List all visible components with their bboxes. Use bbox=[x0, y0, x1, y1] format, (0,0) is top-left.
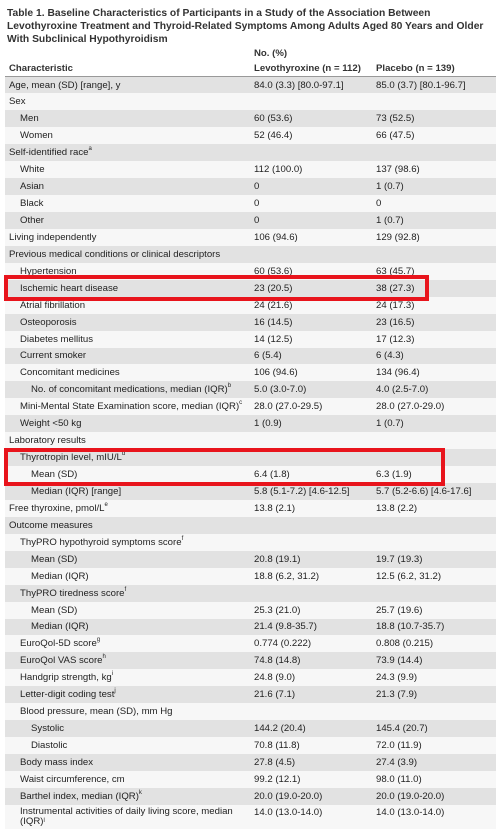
row-placebo-value: 24 (17.3) bbox=[376, 299, 415, 311]
footnote-marker: b bbox=[227, 383, 232, 390]
table-row bbox=[5, 703, 496, 720]
row-placebo-value: 0.808 (0.215) bbox=[376, 638, 434, 650]
table-row bbox=[5, 449, 496, 466]
table-row bbox=[5, 398, 496, 415]
row-levothyroxine-value: 14.0 (13.0-14.0) bbox=[254, 806, 323, 818]
row-placebo-value bbox=[372, 93, 496, 110]
table-row bbox=[5, 585, 496, 602]
footnote-marker: h bbox=[102, 654, 106, 661]
row-label: Mean (SD) bbox=[31, 469, 78, 481]
row-levothyroxine-value: 60 (53.6) bbox=[254, 113, 293, 125]
row-characteristic bbox=[5, 398, 250, 415]
row-characteristic bbox=[5, 619, 250, 636]
row-placebo-value: 12.5 (6.2, 31.2) bbox=[376, 570, 442, 582]
row-placebo-value: 38 (27.3) bbox=[376, 282, 415, 294]
header-characteristic: Characteristic bbox=[5, 61, 250, 77]
row-levothyroxine-value: 84.0 (3.3) [80.0-97.1] bbox=[254, 79, 344, 91]
table-row bbox=[5, 93, 496, 110]
row-label: Barthel index, median (IQR) bbox=[20, 790, 139, 802]
row-label: Body mass index bbox=[20, 756, 94, 768]
row-characteristic bbox=[5, 178, 250, 195]
row-characteristic bbox=[5, 551, 250, 568]
row-levothyroxine-value: 18.8 (6.2, 31.2) bbox=[254, 570, 320, 582]
table-row bbox=[5, 110, 496, 127]
row-characteristic bbox=[5, 195, 250, 212]
row-placebo-value: 66 (47.5) bbox=[376, 130, 415, 142]
table-row bbox=[5, 348, 496, 365]
table-row bbox=[5, 652, 496, 669]
table-row bbox=[5, 229, 496, 246]
row-placebo-value: 4.0 (2.5-7.0) bbox=[376, 384, 429, 396]
table-row bbox=[5, 297, 496, 314]
table-body bbox=[5, 77, 496, 829]
row-characteristic bbox=[5, 483, 250, 500]
table-row bbox=[5, 331, 496, 348]
row-label: No. of concomitant medications, median (IQR) bbox=[31, 384, 228, 396]
row-levothyroxine-value: 27.8 (4.5) bbox=[254, 756, 296, 768]
row-label: Atrial fibrillation bbox=[20, 299, 86, 311]
row-placebo-value: 28.0 (27.0-29.0) bbox=[376, 401, 445, 413]
row-label: Diabetes mellitus bbox=[20, 333, 94, 345]
table-row bbox=[5, 500, 496, 517]
row-placebo-value: 24.3 (9.9) bbox=[376, 672, 418, 684]
row-placebo-value: 1 (0.7) bbox=[376, 418, 404, 430]
row-label: Mean (SD) bbox=[31, 604, 78, 616]
row-levothyroxine-value: 21.4 (9.8-35.7) bbox=[254, 621, 317, 633]
row-placebo-value: 1 (0.7) bbox=[376, 214, 404, 226]
table-row bbox=[5, 788, 496, 805]
footnote-marker: g bbox=[96, 637, 101, 644]
row-placebo-value bbox=[372, 585, 496, 602]
row-label: Osteoporosis bbox=[20, 316, 77, 328]
row-characteristic bbox=[5, 77, 250, 94]
row-levothyroxine-value: 24 (21.6) bbox=[254, 299, 293, 311]
row-levothyroxine-value bbox=[250, 703, 372, 720]
table-row bbox=[5, 195, 496, 212]
row-levothyroxine-value: 13.8 (2.1) bbox=[254, 502, 296, 514]
table-row bbox=[5, 127, 496, 144]
row-placebo-value: 63 (45.7) bbox=[376, 265, 415, 277]
row-placebo-value: 20.0 (19.0-20.0) bbox=[376, 790, 445, 802]
header-spacer bbox=[372, 46, 496, 61]
row-levothyroxine-value: 52 (46.4) bbox=[254, 130, 293, 142]
row-levothyroxine-value: 5.8 (5.1-7.2) [4.6-12.5] bbox=[254, 485, 350, 497]
row-characteristic bbox=[5, 280, 250, 297]
row-label: Median (IQR) [range] bbox=[31, 485, 122, 497]
row-characteristic bbox=[5, 415, 250, 432]
row-placebo-value: 1 (0.7) bbox=[376, 181, 404, 193]
row-label: White bbox=[20, 164, 45, 176]
row-label: Mean (SD) bbox=[31, 553, 78, 565]
table-row bbox=[5, 534, 496, 551]
row-characteristic bbox=[5, 771, 250, 788]
row-characteristic bbox=[5, 331, 250, 348]
row-label: Black bbox=[20, 198, 44, 210]
row-levothyroxine-value: 60 (53.6) bbox=[254, 265, 293, 277]
table-row bbox=[5, 737, 496, 754]
row-levothyroxine-value: 6 (5.4) bbox=[254, 350, 282, 362]
row-characteristic bbox=[5, 297, 250, 314]
row-levothyroxine-value: 0.774 (0.222) bbox=[254, 638, 312, 650]
row-label: Blood pressure, mean (SD), mm Hg bbox=[20, 706, 173, 718]
row-characteristic bbox=[5, 432, 250, 449]
row-levothyroxine-value: 70.8 (11.8) bbox=[254, 740, 300, 752]
row-label: Mini-Mental State Examination score, median (IQR) bbox=[20, 401, 240, 413]
table-row bbox=[5, 280, 496, 297]
table-row bbox=[5, 517, 496, 534]
row-label: ThyPRO hypothyroid symptoms score bbox=[20, 536, 182, 548]
row-characteristic bbox=[5, 534, 250, 551]
row-characteristic bbox=[5, 348, 250, 365]
table-row bbox=[5, 364, 496, 381]
row-label: Previous medical conditions or clinical descriptors bbox=[9, 248, 221, 260]
row-label: Men bbox=[20, 113, 39, 125]
row-levothyroxine-value: 14 (12.5) bbox=[254, 333, 293, 345]
header-levothyroxine: Levothyroxine (n = 112) bbox=[250, 61, 372, 77]
row-label: Other bbox=[20, 214, 44, 226]
header-placebo: Placebo (n = 139) bbox=[372, 61, 496, 77]
row-characteristic bbox=[5, 686, 250, 703]
row-characteristic bbox=[5, 517, 250, 534]
row-label: Weight <50 kg bbox=[20, 418, 82, 430]
row-label: Outcome measures bbox=[9, 519, 93, 531]
header-group-label: No. (%) bbox=[254, 48, 288, 59]
row-levothyroxine-value: 24.8 (9.0) bbox=[254, 672, 296, 684]
row-placebo-value bbox=[372, 517, 496, 534]
row-characteristic bbox=[5, 381, 250, 398]
row-characteristic bbox=[5, 788, 250, 805]
row-placebo-value: 14.0 (13.0-14.0) bbox=[376, 806, 445, 818]
row-label: Age, mean (SD) [range], y bbox=[9, 79, 121, 91]
row-label: Asian bbox=[20, 181, 44, 193]
row-label: Thyrotropin level, mIU/L bbox=[20, 452, 122, 464]
row-levothyroxine-value: 0 bbox=[254, 181, 260, 193]
row-characteristic bbox=[5, 585, 250, 602]
row-levothyroxine-value: 21.6 (7.1) bbox=[254, 689, 296, 701]
row-placebo-value bbox=[372, 246, 496, 263]
table-row bbox=[5, 720, 496, 737]
footnote-marker: f bbox=[181, 535, 184, 542]
footnote-marker: c bbox=[239, 400, 243, 407]
row-label: Letter-digit coding test bbox=[20, 689, 115, 701]
row-characteristic bbox=[5, 212, 250, 229]
table-row bbox=[5, 466, 496, 483]
row-placebo-value: 98.0 (11.0) bbox=[376, 773, 422, 785]
row-placebo-value: 134 (96.4) bbox=[376, 367, 420, 379]
footnote-marker: j bbox=[114, 688, 116, 695]
row-characteristic bbox=[5, 737, 250, 754]
row-levothyroxine-value bbox=[250, 449, 372, 466]
table-row bbox=[5, 551, 496, 568]
row-label: Self-identified race bbox=[9, 147, 89, 159]
table-row bbox=[5, 669, 496, 686]
table-row bbox=[5, 754, 496, 771]
row-characteristic bbox=[5, 110, 250, 127]
table-row bbox=[5, 432, 496, 449]
row-levothyroxine-value: 0 bbox=[254, 198, 260, 210]
row-characteristic bbox=[5, 720, 250, 737]
table-title: Table 1. Baseline Characteristics of Participants in a Study of the Association Between Levothyroxine Treatment and Thyroid-Related Symptoms Among Adults Aged 80 Years and Older With Subclinical Hypothyroidism bbox=[7, 8, 484, 45]
row-placebo-value: 73 (52.5) bbox=[376, 113, 415, 125]
row-placebo-value: 5.7 (5.2-6.6) [4.6-17.6] bbox=[376, 485, 472, 497]
row-levothyroxine-value: 20.8 (19.1) bbox=[254, 553, 301, 565]
row-levothyroxine-value: 106 (94.6) bbox=[254, 231, 298, 243]
row-label: Concomitant medicines bbox=[20, 367, 120, 379]
row-levothyroxine-value bbox=[250, 534, 372, 551]
table-row bbox=[5, 161, 496, 178]
row-characteristic bbox=[5, 466, 250, 483]
table-row bbox=[5, 771, 496, 788]
row-levothyroxine-value: 112 (100.0) bbox=[254, 164, 303, 176]
row-placebo-value: 23 (16.5) bbox=[376, 316, 415, 328]
row-placebo-value: 73.9 (14.4) bbox=[376, 655, 423, 667]
row-label: Instrumental activities of daily living score, median (IQR) bbox=[20, 805, 233, 827]
row-characteristic bbox=[5, 144, 250, 161]
table-row bbox=[5, 178, 496, 195]
row-levothyroxine-value bbox=[250, 246, 372, 263]
row-levothyroxine-value: 144.2 (20.4) bbox=[254, 723, 306, 735]
table-row bbox=[5, 246, 496, 263]
row-levothyroxine-value: 106 (94.6) bbox=[254, 367, 298, 379]
row-placebo-value: 6 (4.3) bbox=[376, 350, 404, 362]
row-label: Hypertension bbox=[20, 265, 77, 277]
header-spacer bbox=[5, 46, 250, 61]
row-characteristic bbox=[5, 127, 250, 144]
row-characteristic bbox=[5, 652, 250, 669]
row-levothyroxine-value: 5.0 (3.0-7.0) bbox=[254, 384, 307, 396]
row-placebo-value: 18.8 (10.7-35.7) bbox=[376, 621, 445, 633]
row-levothyroxine-value bbox=[250, 585, 372, 602]
row-characteristic bbox=[5, 246, 250, 263]
row-placebo-value bbox=[372, 449, 496, 466]
table-row bbox=[5, 483, 496, 500]
table-row bbox=[5, 568, 496, 585]
row-placebo-value: 145.4 (20.7) bbox=[376, 723, 428, 735]
row-label: Diastolic bbox=[31, 740, 68, 752]
row-levothyroxine-value: 74.8 (14.8) bbox=[254, 655, 301, 667]
row-levothyroxine-value: 1 (0.9) bbox=[254, 418, 282, 430]
row-levothyroxine-value: 6.4 (1.8) bbox=[254, 469, 290, 481]
row-characteristic bbox=[5, 754, 250, 771]
footnote-marker: l bbox=[43, 817, 45, 824]
row-levothyroxine-value bbox=[250, 93, 372, 110]
row-placebo-value: 72.0 (11.9) bbox=[376, 740, 422, 752]
table-row bbox=[5, 805, 496, 829]
row-label: Living independently bbox=[9, 231, 97, 243]
footnote-marker: d bbox=[121, 451, 126, 458]
row-levothyroxine-value bbox=[250, 144, 372, 161]
row-label: EuroQol VAS score bbox=[20, 655, 103, 667]
row-label: Women bbox=[20, 130, 53, 142]
row-placebo-value bbox=[372, 703, 496, 720]
row-label: Waist circumference, cm bbox=[20, 773, 125, 785]
row-characteristic bbox=[5, 364, 250, 381]
table-row bbox=[5, 212, 496, 229]
row-characteristic bbox=[5, 568, 250, 585]
footnote-marker: e bbox=[104, 501, 108, 508]
row-levothyroxine-value: 16 (14.5) bbox=[254, 316, 293, 328]
row-placebo-value: 6.3 (1.9) bbox=[376, 469, 412, 481]
footnote-marker: a bbox=[88, 146, 92, 153]
row-label: ThyPRO tiredness score bbox=[20, 587, 125, 599]
row-characteristic bbox=[5, 602, 250, 619]
row-placebo-value: 27.4 (3.9) bbox=[376, 756, 418, 768]
row-characteristic bbox=[5, 93, 250, 110]
row-placebo-value: 13.8 (2.2) bbox=[376, 502, 418, 514]
row-characteristic bbox=[5, 703, 250, 720]
row-placebo-value bbox=[372, 144, 496, 161]
row-characteristic bbox=[5, 314, 250, 331]
row-levothyroxine-value: 28.0 (27.0-29.5) bbox=[254, 401, 323, 413]
table-row bbox=[5, 602, 496, 619]
row-label: Free thyroxine, pmol/L bbox=[9, 502, 105, 514]
row-placebo-value: 17 (12.3) bbox=[376, 333, 415, 345]
row-levothyroxine-value bbox=[250, 517, 372, 534]
row-placebo-value bbox=[372, 432, 496, 449]
table-row bbox=[5, 314, 496, 331]
row-characteristic bbox=[5, 229, 250, 246]
row-label: Ischemic heart disease bbox=[20, 282, 119, 294]
table-row bbox=[5, 415, 496, 432]
row-levothyroxine-value bbox=[250, 432, 372, 449]
table-row bbox=[5, 635, 496, 652]
row-placebo-value: 21.3 (7.9) bbox=[376, 689, 418, 701]
row-levothyroxine-value: 23 (20.5) bbox=[254, 282, 293, 294]
row-placebo-value: 129 (92.8) bbox=[376, 231, 420, 243]
row-levothyroxine-value: 20.0 (19.0-20.0) bbox=[254, 790, 323, 802]
row-levothyroxine-value: 99.2 (12.1) bbox=[254, 773, 301, 785]
row-placebo-value: 85.0 (3.7) [80.1-96.7] bbox=[376, 79, 466, 91]
table-row bbox=[5, 381, 496, 398]
row-label: Sex bbox=[9, 96, 26, 108]
footnote-marker: f bbox=[124, 586, 127, 593]
row-characteristic bbox=[5, 263, 250, 280]
row-characteristic bbox=[5, 500, 250, 517]
row-placebo-value bbox=[372, 534, 496, 551]
row-label: Laboratory results bbox=[9, 435, 86, 447]
table-row bbox=[5, 77, 496, 94]
row-label: EuroQol-5D score bbox=[20, 638, 97, 650]
row-levothyroxine-value: 0 bbox=[254, 214, 260, 226]
row-characteristic bbox=[5, 161, 250, 178]
row-levothyroxine-value: 25.3 (21.0) bbox=[254, 604, 301, 616]
table-row bbox=[5, 263, 496, 280]
row-label: Current smoker bbox=[20, 350, 87, 362]
footnote-marker: i bbox=[111, 671, 114, 678]
row-label: Systolic bbox=[31, 723, 65, 735]
row-characteristic bbox=[5, 669, 250, 686]
row-label: Handgrip strength, kg bbox=[20, 672, 112, 684]
row-placebo-value: 0 bbox=[376, 198, 382, 210]
row-characteristic bbox=[5, 805, 250, 829]
row-label: Median (IQR) bbox=[31, 621, 89, 633]
row-placebo-value: 19.7 (19.3) bbox=[376, 553, 423, 565]
row-placebo-value: 25.7 (19.6) bbox=[376, 604, 423, 616]
baseline-characteristics-table bbox=[5, 46, 496, 829]
row-placebo-value: 137 (98.6) bbox=[376, 164, 420, 176]
footnote-marker: k bbox=[138, 789, 142, 796]
row-characteristic bbox=[5, 449, 250, 466]
table-row bbox=[5, 686, 496, 703]
table-row bbox=[5, 144, 496, 161]
row-characteristic bbox=[5, 635, 250, 652]
table-row bbox=[5, 619, 496, 636]
row-label: Median (IQR) bbox=[31, 570, 89, 582]
